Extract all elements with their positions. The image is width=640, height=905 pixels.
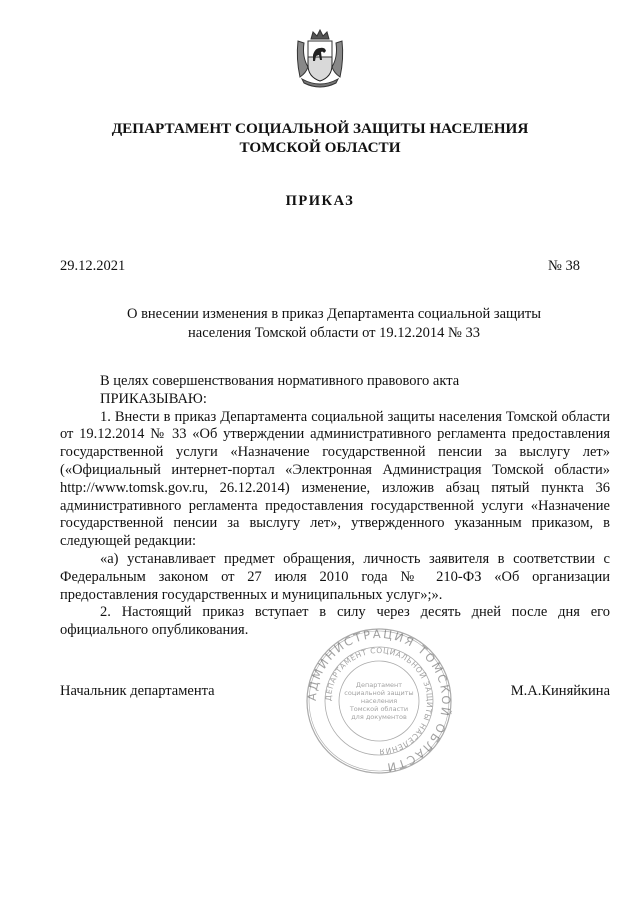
department-name	[0, 119, 640, 157]
subject-line-1: О внесении изменения в приказ Департамента социальной защиты	[126, 306, 542, 322]
coat-of-arms-emblem	[294, 27, 346, 90]
department-line-2: ТОМСКОЙ ОБЛАСТИ	[239, 139, 401, 156]
seal-outer-text: АДМИНИСТРАЦИЯ ТОМСКОЙ ОБЛАСТИ	[305, 627, 453, 775]
order-subject	[60, 305, 608, 343]
document-type-title: ПРИКАЗ	[285, 193, 355, 209]
seal-center-line-4: Томской области	[349, 705, 409, 713]
order-body	[60, 373, 610, 640]
order-word: ПРИКАЗЫВАЮ:	[100, 390, 207, 407]
item-1-paragraph: 1. Внести в приказ Департамента социальной защиты населения Томской области от 19.12.2014 № 33 «Об утверждении административного регламента предоставления государственной услуги «Назначение государственной пенсии за выслугу лет» («Официальный интернет-портал «Электронная Администрация Томской области» http://www.tomsk.gov.ru, 26.12.2014) изменение, изложив абзац пятый пункта 36 административного регламента предоставления государственной услуги «Назначение государственной пенсии за выслугу лет», утвержденного указанным приказом, в следующей редакции:	[60, 408, 610, 550]
seal-center-line-5: для документов	[351, 713, 407, 721]
department-line-1: ДЕПАРТАМЕНТ СОЦИАЛЬНОЙ ЗАЩИТЫ НАСЕЛЕНИЯ	[111, 120, 529, 137]
subject-line-2: населения Томской области от 19.12.2014 № 33	[188, 325, 480, 341]
order-date: 29.12.2021	[60, 258, 126, 274]
signatory-name: М.А.Киняйкина	[510, 683, 610, 699]
seal-center-line-1: Департамент	[355, 681, 403, 689]
official-seal-stamp	[305, 627, 453, 775]
seal-inner-text: ДЕПАРТАМЕНТ СОЦИАЛЬНОЙ ЗАЩИТЫ НАСЕЛЕНИЯ	[323, 645, 435, 757]
seal-center-line-3: населения	[360, 697, 398, 705]
signatory-position: Начальник департамента	[60, 683, 215, 699]
seal-center-line-2: социальной защиты	[344, 689, 414, 697]
intro-paragraph: В целях совершенствования нормативного правового акта	[100, 373, 460, 389]
item-1-quote-paragraph: «а) устанавливает предмет обращения, личность заявителя в соответствии с Федеральным законом от 27 июля 2010 года № 210-ФЗ «Об организации предоставления государственных и муниципальных услуг»;».	[60, 550, 610, 603]
order-number: № 38	[548, 258, 580, 274]
item-2-paragraph: 2. Настоящий приказ вступает в силу через десять дней после дня его официального опубликования.	[60, 604, 610, 639]
